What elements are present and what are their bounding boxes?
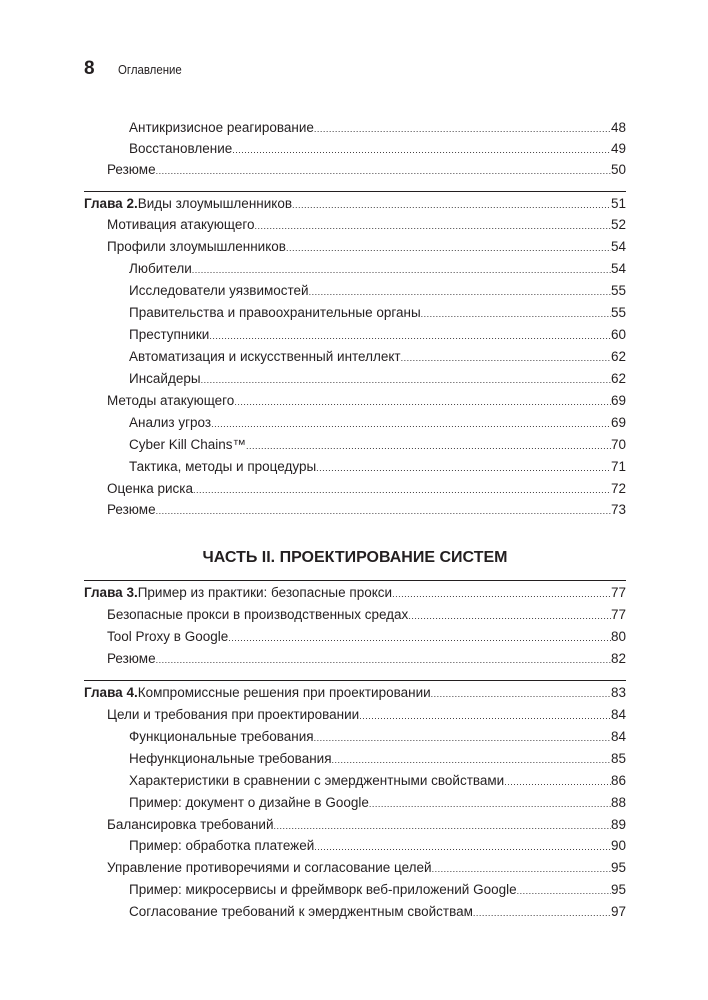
toc-entry: Преступники ..... 60 (129, 324, 626, 346)
toc-entry: Мотивация атакующего ..... 52 (107, 214, 626, 236)
toc-entry: Профили злоумышленников ..... 54 (107, 236, 626, 258)
toc-entry: Методы атакующего ..... 69 (107, 390, 626, 412)
toc-entry: Tool Proxy в Google ..... 80 (107, 626, 626, 648)
toc-entry: Оценка риска ..... 72 (107, 478, 626, 500)
toc-entry: Пример: обработка платежей ..... 90 (129, 835, 626, 857)
page-number: 8 (84, 58, 95, 79)
toc-entry: Безопасные прокси в производственных средах ..... 77 (107, 604, 626, 626)
toc-entry: Цели и требования при проектировании ..... 84 (107, 704, 626, 726)
toc-entry: Правительства и правоохранительные органы ..... 55 (129, 302, 626, 324)
toc-entry: Исследователи уязвимостей ..... 55 (129, 280, 626, 302)
toc-entry: Балансировка требований ..... 89 (107, 814, 626, 836)
toc-entry: Резюме ..... 82 (107, 648, 626, 670)
toc-entry: Любители ..... 54 (129, 258, 626, 280)
chapter-divider (84, 580, 626, 581)
toc-entry: Инсайдеры ..... 62 (129, 368, 626, 390)
toc-entry: Нефункциональные требования ..... 85 (129, 748, 626, 770)
toc-entry: Cyber Kill Chains™ ..... 70 (129, 434, 626, 456)
toc-entry: Характеристики в сравнении с эмерджентными свойствами ..... 86 (129, 770, 626, 792)
running-title: Оглавление (118, 62, 182, 77)
chapter-divider (84, 191, 626, 192)
toc-chapter-entry: Глава 4. Компромиссные решения при проектировании ..... 83 (84, 682, 626, 704)
toc-entry: Автоматизация и искусственный интеллект ..... 62 (129, 346, 626, 368)
toc-entry: Согласование требований к эмерджентным свойствам ..... 97 (129, 901, 626, 923)
toc-entry: Пример: микросервисы и фреймворк веб-приложений Google ..... 95 (129, 879, 626, 901)
toc-chapter-entry: Глава 3. Пример из практики: безопасные прокси ..... 77 (84, 582, 626, 604)
toc-entry: Антикризисное реагирование ..... 48 (129, 117, 626, 139)
toc-entry: Анализ угроз ..... 69 (129, 412, 626, 434)
toc-entry: Резюме ..... 50 (107, 159, 626, 181)
chapter-divider (84, 680, 626, 681)
toc-entry: Резюме ..... 73 (107, 499, 626, 521)
toc-entry: Пример: документ о дизайне в Google ..... 88 (129, 792, 626, 814)
toc-entry: Восстановление ..... 49 (129, 138, 626, 160)
toc-entry: Функциональные требования ..... 84 (129, 726, 626, 748)
toc-chapter-entry: Глава 2. Виды злоумышленников ..... 51 (84, 193, 626, 215)
toc-entry: Тактика, методы и процедуры ..... 71 (129, 456, 626, 478)
toc-entry: Управление противоречиями и согласование целей ..... 95 (107, 857, 626, 879)
part-title: ЧАСТЬ II. ПРОЕКТИРОВАНИЕ СИСТЕМ (202, 549, 508, 566)
